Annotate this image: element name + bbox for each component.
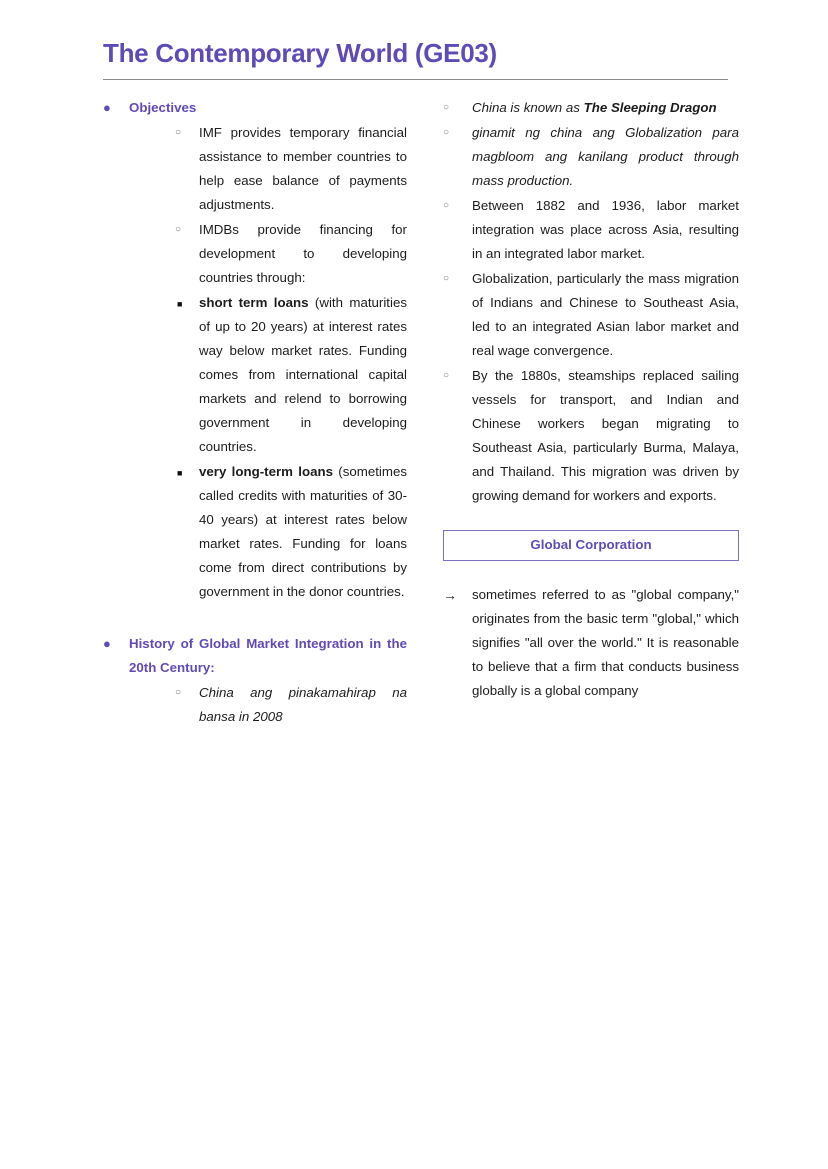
list-item (177, 291, 407, 459)
history-heading: History of Global Market Integration in the 20th Century: (129, 636, 407, 675)
objectives-point-1: IMF provides temporary financial assistance to member countries to help ease balance of payments adjustments. (199, 125, 407, 212)
right-point-2: ginamit ng china ang Globalization para magbloom ang kanilang product through mass production. (472, 125, 739, 188)
list-item (443, 96, 739, 120)
list-item (103, 632, 407, 729)
right-point-3: Between 1882 and 1936, labor market integration was place across Asia, resulting in an integrated labor market. (472, 198, 739, 261)
objectives-point-2: IMDBs provide financing for development to developing countries through: (199, 222, 407, 285)
global-corporation-heading-box: Global Corporation (443, 530, 739, 561)
global-corporation-definition (443, 583, 739, 703)
global-corporation-definition-text: sometimes referred to as "global company," originates from the basic term "global," which signifies "all over the world." It is reasonable to believe that a firm that conducts business globally is a global company (472, 587, 739, 698)
loan-type-very-long-term (199, 460, 407, 604)
disc-bullet-icon: ● (103, 100, 111, 115)
circle-bullet-icon: ○ (443, 127, 450, 138)
list-item (175, 681, 407, 729)
list-item (443, 267, 739, 363)
title-block (103, 38, 728, 80)
list-item (443, 364, 739, 508)
left-outline-level1 (103, 96, 407, 729)
history-point-1: China ang pinakamahirap na bansa in 2008 (199, 685, 407, 724)
list-item (443, 194, 739, 266)
circle-bullet-icon: ○ (443, 273, 450, 284)
page-title: The Contemporary World (GE03) (103, 38, 497, 68)
list-item (177, 460, 407, 604)
list-item (175, 121, 407, 217)
loan-type-short-term-lead: short term loans (199, 295, 309, 310)
circle-bullet-icon: ○ (175, 224, 182, 235)
circle-bullet-icon: ○ (175, 687, 182, 698)
square-bullet-icon: ■ (177, 299, 183, 309)
title-divider (103, 79, 728, 80)
loan-type-very-long-term-rest: (sometimes called credits with maturities of 30- 40 years) at interest rates below market rates. Funding for loans come from direct contributions by government in the donor countries. (199, 464, 408, 599)
section-spacer (103, 606, 407, 632)
right-point-5: By the 1880s, steamships replaced sailing vessels for transport, and Indian and Chinese workers began migrating to Southeast Asia, particularly Burma, Malaya, and Thailand. This migration was driven by growing demand for workers and exports. (472, 368, 739, 503)
loan-type-very-long-term-lead: very long-term loans (199, 464, 333, 479)
list-item (103, 96, 407, 604)
list-item (443, 121, 739, 193)
arrow-bullet-icon: → (443, 587, 457, 603)
right-point-1-emphasis: The Sleeping Dragon (583, 100, 717, 115)
circle-bullet-icon: ○ (443, 102, 450, 113)
loan-type-short-term (199, 291, 407, 459)
circle-bullet-icon: ○ (175, 127, 182, 138)
square-bullet-icon: ■ (177, 468, 183, 478)
circle-bullet-icon: ○ (443, 370, 450, 381)
disc-bullet-icon: ● (103, 636, 111, 651)
left-column (103, 96, 407, 731)
list-item (175, 218, 407, 290)
objectives-heading: Objectives (129, 100, 197, 115)
loan-type-short-term-rest: (with maturities of up to 20 years) at interest rates way below market rates. Funding comes from international capital markets and relend to borrowing government in developing countries. (199, 295, 407, 454)
right-point-4: Globalization, particularly the mass migration of Indians and Chinese to Southeast Asia, led to an integrated Asian labor market and real wage convergence. (472, 271, 739, 358)
right-point-1 (472, 96, 739, 120)
two-column-body (103, 96, 739, 731)
history-sublist (129, 681, 407, 729)
right-point-1-text: China is known as (472, 100, 584, 115)
right-column (435, 96, 739, 731)
objectives-sublist (129, 121, 407, 290)
circle-bullet-icon: ○ (443, 200, 450, 211)
objectives-subsublist (129, 291, 407, 604)
right-outline-list (435, 96, 739, 508)
